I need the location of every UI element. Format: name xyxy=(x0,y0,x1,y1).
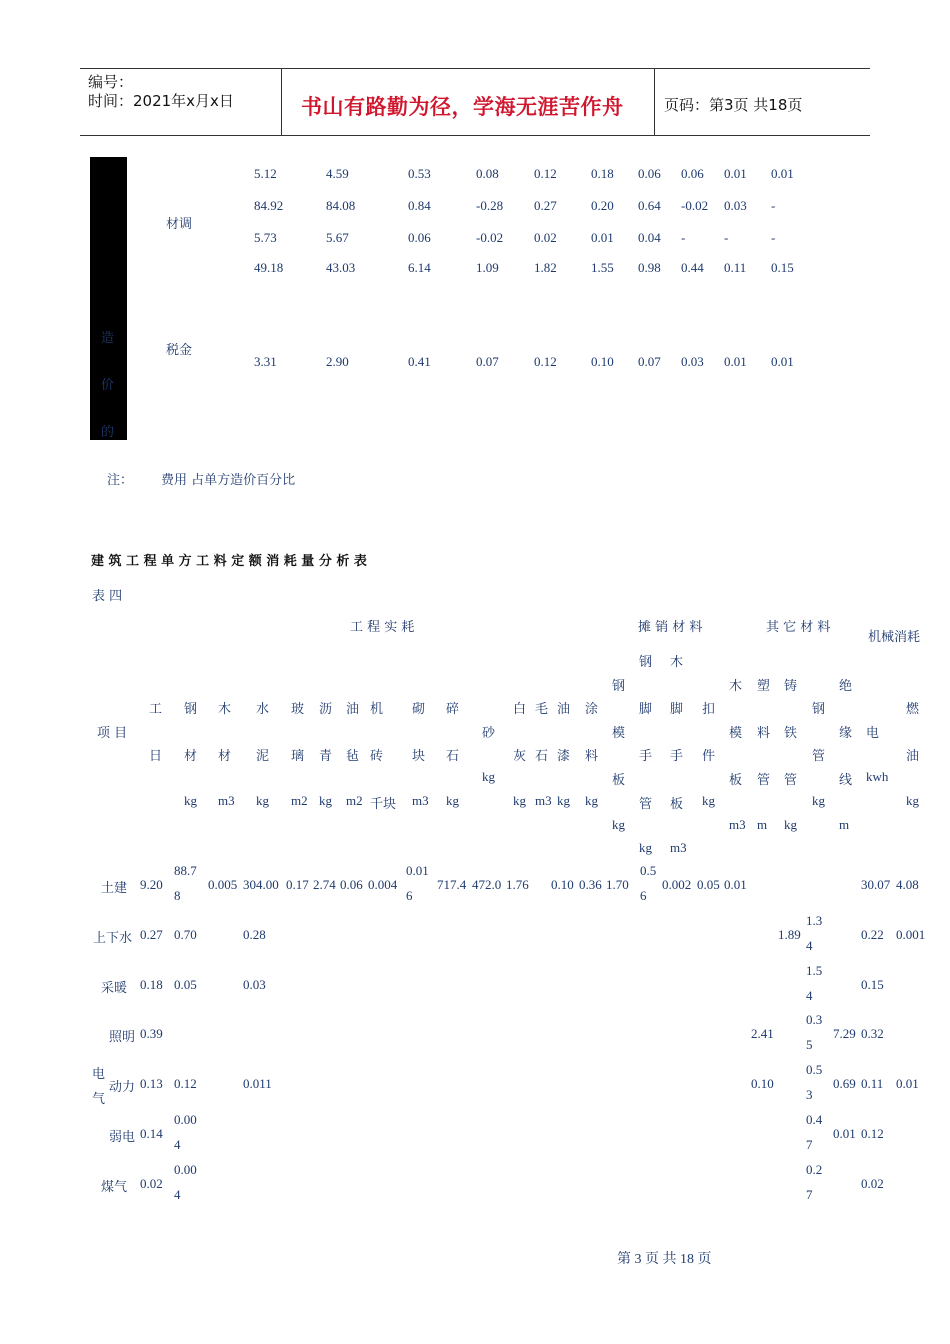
column-header-steel-scaffold: 管 xyxy=(639,797,653,812)
column-header-wood-form: m3 xyxy=(729,817,746,832)
row-cell-steel: 0.00 xyxy=(174,1112,197,1127)
row-cell-cement: 304.00 xyxy=(243,877,279,892)
header-time-label: 时间：2021年x月x日 xyxy=(88,92,234,110)
column-header-steel-pipe: 管 xyxy=(812,749,826,764)
column-header-felt: 油 xyxy=(346,702,360,717)
top-table-cell: 0.84 xyxy=(408,198,431,213)
top-table-cell: 5.12 xyxy=(254,166,277,181)
top-table-cell: 0.53 xyxy=(408,166,431,181)
row-cell-steel-pipe: 0.2 xyxy=(806,1162,823,1177)
row-cell-sand: 472.0 xyxy=(472,877,502,892)
top-table-cell: 0.01 xyxy=(591,230,614,245)
top-table-cell: 0.11 xyxy=(724,260,747,275)
column-header-lime: kg xyxy=(513,793,526,808)
top-table-cell: 0.15 xyxy=(771,260,794,275)
row-name: 弱电 xyxy=(109,1130,136,1145)
row-cell-steel-scaffold: 6 xyxy=(640,888,647,903)
row-cell-labor: 0.14 xyxy=(140,1126,163,1141)
column-header-block: 砌 xyxy=(412,702,426,717)
top-table-cell: 0.04 xyxy=(638,230,661,245)
row-cell-electricity: 0.02 xyxy=(861,1176,884,1191)
column-header-insulated-wire: 绝 xyxy=(839,679,853,694)
top-table-cell: 0.41 xyxy=(408,354,431,369)
row-cell-plastic-pipe: 2.41 xyxy=(751,1026,774,1041)
column-header-block: m3 xyxy=(412,793,429,808)
column-header-wood: 木 xyxy=(218,702,232,717)
column-header-steel-pipe: kg xyxy=(812,793,825,808)
column-header-sand: 砂 xyxy=(482,726,496,741)
top-table-cell: 49.18 xyxy=(254,260,284,275)
top-table-cell: 0.12 xyxy=(534,166,557,181)
header-bottom-rule xyxy=(80,135,870,136)
row-name: 动力 xyxy=(109,1080,136,1095)
row-name: 照明 xyxy=(109,1030,136,1045)
column-header-stone: 毛 xyxy=(535,702,549,717)
row-cell-steel: 4 xyxy=(174,1187,181,1202)
column-header-gravel: kg xyxy=(446,793,459,808)
column-header-glass: 玻 xyxy=(291,702,305,717)
column-header-steel-scaffold: 手 xyxy=(639,749,653,764)
row-cell-electricity: 0.15 xyxy=(861,977,884,992)
row-cell-gravel: 717.4 xyxy=(437,877,467,892)
row-cell-block: 0.01 xyxy=(406,863,429,878)
row-name: 采暖 xyxy=(101,981,128,996)
row-cell-steel-pipe: 5 xyxy=(806,1037,813,1052)
row-cell-wood-form: 0.01 xyxy=(724,877,747,892)
column-header-iron-pipe: kg xyxy=(784,817,797,832)
row-cell-steel-pipe: 7 xyxy=(806,1137,813,1152)
top-table-cell: - xyxy=(771,230,776,245)
header-motto: 书山有路勤为径，学海无涯苦作舟 xyxy=(301,95,624,119)
row-cell-labor: 0.27 xyxy=(140,927,163,942)
column-header-asphalt: 沥 xyxy=(319,702,333,717)
column-header-plastic-pipe: m xyxy=(757,817,768,832)
row-cell-wood-scaffold: 0.002 xyxy=(662,877,692,892)
column-header-wood-form: 木 xyxy=(729,679,743,694)
column-header-labor: 日 xyxy=(149,749,163,764)
column-header-brick: 千块 xyxy=(370,797,397,812)
top-table-cell: 84.08 xyxy=(326,198,356,213)
column-header-felt: 毡 xyxy=(346,749,360,764)
row-cell-steel: 0.12 xyxy=(174,1076,197,1091)
column-header-wood-form: 模 xyxy=(729,726,743,741)
row-cell-steel-scaffold: 0.5 xyxy=(640,863,657,878)
top-table-cell: 1.09 xyxy=(476,260,499,275)
top-table-cell: 5.73 xyxy=(254,230,277,245)
column-header-fastener: kg xyxy=(702,793,715,808)
top-table-cell: - xyxy=(724,230,729,245)
row-cell-glass: 0.17 xyxy=(286,877,309,892)
header-divider-left xyxy=(281,68,282,136)
row-cell-steel: 8 xyxy=(174,888,181,903)
column-header-steel-scaffold: 脚 xyxy=(639,702,653,717)
section-title: 建 筑 工 程 单 方 工 料 定 额 消 耗 量 分 析 表 xyxy=(91,554,367,569)
row-cell-labor: 0.39 xyxy=(140,1026,163,1041)
column-header-iron-pipe: 铸 xyxy=(784,679,798,694)
column-header-steel: 材 xyxy=(184,749,198,764)
column-header-wood: 材 xyxy=(218,749,232,764)
row-cell-cement: 0.28 xyxy=(243,927,266,942)
row-cell-felt: 0.06 xyxy=(340,877,363,892)
row-cell-steel: 0.70 xyxy=(174,927,197,942)
row-cell-steel-pipe: 1.5 xyxy=(806,963,823,978)
row-cell-electricity: 0.22 xyxy=(861,927,884,942)
row-name: 土建 xyxy=(101,881,128,896)
row-cell-steel: 0.00 xyxy=(174,1162,197,1177)
top-table-cell: 0.03 xyxy=(681,354,704,369)
row-cell-steel: 0.05 xyxy=(174,977,197,992)
column-header-cement: kg xyxy=(256,793,269,808)
column-header-steel: kg xyxy=(184,793,197,808)
column-header-fastener: 件 xyxy=(702,749,716,764)
row-cell-steel-pipe: 0.5 xyxy=(806,1062,823,1077)
column-header-item: 项 目 xyxy=(97,726,128,741)
electric-group-char: 气 xyxy=(92,1092,106,1107)
row-cell-lime: 1.76 xyxy=(506,877,529,892)
column-header-labor: 工 xyxy=(149,702,163,717)
top-table-cell: 0.20 xyxy=(591,198,614,213)
row-cell-iron-pipe: 1.89 xyxy=(778,927,801,942)
column-header-cement: 水 xyxy=(256,702,270,717)
top-table-cell: 0.06 xyxy=(681,166,704,181)
column-header-iron-pipe: 管 xyxy=(784,773,798,788)
row-cell-steel-pipe: 7 xyxy=(806,1187,813,1202)
header-code-label: 编号： xyxy=(88,73,134,91)
top-table-cell: 43.03 xyxy=(326,260,356,275)
row-cell-steel-pipe: 1.3 xyxy=(806,913,823,928)
row-cell-insulated-wire: 0.01 xyxy=(833,1126,856,1141)
row-cell-insulated-wire: 0.69 xyxy=(833,1076,856,1091)
column-header-steel-form: 板 xyxy=(612,773,626,788)
row-cell-steel-pipe: 4 xyxy=(806,938,813,953)
column-header-insulated-wire: m xyxy=(839,817,850,832)
column-header-steel-scaffold: 钢 xyxy=(639,655,653,670)
top-table-cell: 0.07 xyxy=(476,354,499,369)
column-header-electricity: kwh xyxy=(866,769,889,784)
top-table-cell: -0.02 xyxy=(476,230,504,245)
top-table-cell: 0.03 xyxy=(724,198,747,213)
page-footer: 第 3 页 共 18 页 xyxy=(617,1252,712,1267)
top-table-cell: 6.14 xyxy=(408,260,431,275)
top-table-cell: 0.06 xyxy=(638,166,661,181)
top-table-cell: 84.92 xyxy=(254,198,284,213)
row-cell-brick: 0.004 xyxy=(368,877,398,892)
top-table-cell: 0.44 xyxy=(681,260,704,275)
header-top-rule xyxy=(80,68,870,69)
row-cell-steel-pipe: 4 xyxy=(806,988,813,1003)
column-header-stone: 石 xyxy=(535,749,549,764)
row-cell-fuel: 0.01 xyxy=(896,1076,919,1091)
row-cell-fastener: 0.05 xyxy=(697,877,720,892)
column-header-steel: 钢 xyxy=(184,702,198,717)
top-table-cell: 0.01 xyxy=(724,166,747,181)
column-header-steel-pipe: 钢 xyxy=(812,702,826,717)
top-table-cell: 0.98 xyxy=(638,260,661,275)
column-header-insulated-wire: 线 xyxy=(839,773,853,788)
column-header-steel-form: kg xyxy=(612,817,625,832)
top-table-cell: 3.31 xyxy=(254,354,277,369)
row-name: 上下水 xyxy=(93,931,133,946)
column-header-steel-scaffold: kg xyxy=(639,840,652,855)
row-cell-fuel: 4.08 xyxy=(896,877,919,892)
top-table-cell: - xyxy=(771,198,776,213)
group-header-amortized: 摊 销 材 料 xyxy=(638,620,703,635)
column-header-coating: 料 xyxy=(585,749,599,764)
column-header-fuel: kg xyxy=(906,793,919,808)
row-name: 煤气 xyxy=(101,1180,128,1195)
note-label: 注： xyxy=(107,473,134,488)
column-header-steel-form: 模 xyxy=(612,726,626,741)
row-cell-electricity: 30.07 xyxy=(861,877,891,892)
row-cell-steel: 4 xyxy=(174,1137,181,1152)
column-header-insulated-wire: 缘 xyxy=(839,726,853,741)
column-header-wood-scaffold: m3 xyxy=(670,840,687,855)
column-header-fuel: 燃 xyxy=(906,702,920,717)
top-table-cell: 0.07 xyxy=(638,354,661,369)
column-header-sand: kg xyxy=(482,769,495,784)
row-cell-insulated-wire: 7.29 xyxy=(833,1026,856,1041)
column-header-asphalt: 青 xyxy=(319,749,333,764)
column-header-lime: 灰 xyxy=(513,749,527,764)
column-header-wood-scaffold: 木 xyxy=(670,655,684,670)
top-table-cell: 0.12 xyxy=(534,354,557,369)
top-table-cell: 0.64 xyxy=(638,198,661,213)
column-header-paint: 漆 xyxy=(557,749,571,764)
top-table-cell: 0.08 xyxy=(476,166,499,181)
top-table-cell: 0.06 xyxy=(408,230,431,245)
top-table-cell: -0.02 xyxy=(681,198,709,213)
column-header-asphalt: kg xyxy=(319,793,332,808)
row-cell-steel: 88.7 xyxy=(174,863,197,878)
column-header-plastic-pipe: 塑 xyxy=(757,679,771,694)
side-char: 价 xyxy=(101,378,115,393)
row-cell-plastic-pipe: 0.10 xyxy=(751,1076,774,1091)
group-header-actual: 工 程 实 耗 xyxy=(350,620,415,635)
row-cell-coating: 0.36 xyxy=(579,877,602,892)
column-header-paint: kg xyxy=(557,793,570,808)
top-table-cell: 0.27 xyxy=(534,198,557,213)
column-header-coating: 涂 xyxy=(585,702,599,717)
row-cell-cement: 0.03 xyxy=(243,977,266,992)
row-cell-electricity: 0.32 xyxy=(861,1026,884,1041)
column-header-fastener: 扣 xyxy=(702,702,716,717)
column-header-lime: 白 xyxy=(513,702,527,717)
column-header-wood-scaffold: 板 xyxy=(670,797,684,812)
row-cell-block: 6 xyxy=(406,888,413,903)
column-header-wood-scaffold: 手 xyxy=(670,749,684,764)
column-header-felt: m2 xyxy=(346,793,363,808)
column-header-iron-pipe: 铁 xyxy=(784,726,798,741)
top-table-cell: 5.67 xyxy=(326,230,349,245)
group-header-machine: 机械消耗 xyxy=(868,630,921,645)
note-text: 费用 占单方造价百分比 xyxy=(161,473,296,488)
row-cell-electricity: 0.11 xyxy=(861,1076,884,1091)
column-header-brick: 机 xyxy=(370,702,384,717)
top-table-cell: 0.10 xyxy=(591,354,614,369)
column-header-wood-scaffold: 脚 xyxy=(670,702,684,717)
column-header-brick: 砖 xyxy=(370,749,384,764)
top-table-cell: 0.01 xyxy=(771,166,794,181)
column-header-glass: m2 xyxy=(291,793,308,808)
table-number: 表 四 xyxy=(92,589,123,604)
column-header-plastic-pipe: 管 xyxy=(757,773,771,788)
column-header-gravel: 碎 xyxy=(446,702,460,717)
row-cell-paint: 0.10 xyxy=(551,877,574,892)
row-cell-asphalt: 2.74 xyxy=(313,877,336,892)
row-cell-labor: 9.20 xyxy=(140,877,163,892)
top-table-cell: 1.82 xyxy=(534,260,557,275)
row-label-tax: 税金 xyxy=(166,343,193,358)
row-cell-fuel: 0.001 xyxy=(896,927,926,942)
row-cell-cement: 0.011 xyxy=(243,1076,272,1091)
top-table-cell: - xyxy=(681,230,686,245)
column-header-cement: 泥 xyxy=(256,749,270,764)
top-table-cell: 0.02 xyxy=(534,230,557,245)
column-header-wood: m3 xyxy=(218,793,235,808)
top-table-cell: 0.01 xyxy=(771,354,794,369)
top-table-cell: -0.28 xyxy=(476,198,504,213)
column-header-coating: kg xyxy=(585,793,598,808)
row-cell-wood: 0.005 xyxy=(208,877,238,892)
top-table-cell: 1.55 xyxy=(591,260,614,275)
header-divider-right xyxy=(654,68,655,136)
column-header-wood-form: 板 xyxy=(729,773,743,788)
top-table-cell: 0.18 xyxy=(591,166,614,181)
group-header-other: 其 它 材 料 xyxy=(766,620,831,635)
header-page-label: 页码：第3页 共18页 xyxy=(664,96,803,114)
row-cell-steel-pipe: 0.3 xyxy=(806,1012,823,1027)
side-char: 造 xyxy=(101,331,115,346)
row-cell-electricity: 0.12 xyxy=(861,1126,884,1141)
top-table-cell: 4.59 xyxy=(326,166,349,181)
column-header-paint: 油 xyxy=(557,702,571,717)
row-cell-steel-pipe: 3 xyxy=(806,1087,813,1102)
row-cell-steel-pipe: 0.4 xyxy=(806,1112,823,1127)
column-header-electricity: 电 xyxy=(866,726,880,741)
column-header-block: 块 xyxy=(412,749,426,764)
column-header-glass: 璃 xyxy=(291,749,305,764)
row-cell-labor: 0.13 xyxy=(140,1076,163,1091)
column-header-plastic-pipe: 料 xyxy=(757,726,771,741)
column-header-fuel: 油 xyxy=(906,749,920,764)
column-header-gravel: 石 xyxy=(446,749,460,764)
row-cell-labor: 0.02 xyxy=(140,1176,163,1191)
column-header-steel-form: 钢 xyxy=(612,679,626,694)
row-cell-labor: 0.18 xyxy=(140,977,163,992)
electric-group-char: 电 xyxy=(92,1067,106,1082)
row-label-material: 材调 xyxy=(166,217,193,232)
column-header-stone: m3 xyxy=(535,793,552,808)
side-char: 的 xyxy=(101,425,115,440)
top-table-cell: 2.90 xyxy=(326,354,349,369)
row-cell-steel-form: 1.70 xyxy=(606,877,629,892)
side-black-bar xyxy=(90,157,127,440)
top-table-cell: 0.01 xyxy=(724,354,747,369)
